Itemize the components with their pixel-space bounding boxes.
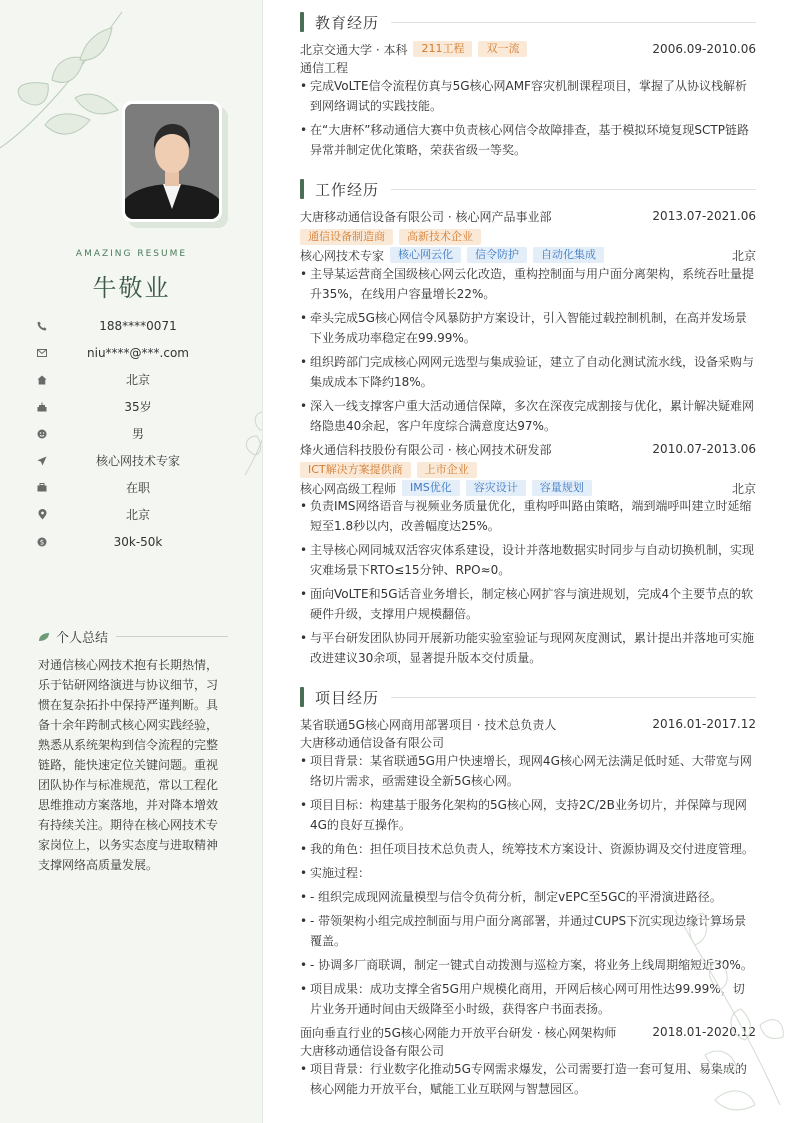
role-tag: 信令防护 <box>467 247 527 263</box>
leaf-decoration-icon <box>665 905 790 1115</box>
section-divider <box>391 697 756 698</box>
info-row-email <box>34 339 234 366</box>
info-row-position <box>34 447 234 474</box>
job-company-row <box>300 207 756 225</box>
major-row <box>300 58 756 76</box>
gender-icon <box>34 426 50 442</box>
job-role-row <box>300 479 756 497</box>
job-date: 2013.07-2021.06 <box>652 209 756 223</box>
leaf-icon <box>38 632 50 642</box>
company-tag: 通信设备制造商 <box>300 229 393 245</box>
education-date: 2006.09-2010.06 <box>652 42 756 56</box>
education-title: 教育经历 <box>315 13 380 32</box>
age-text: 35岁 <box>124 400 152 414</box>
list-item: • 项目背景：某省联通5G用户快速增长，现网4G核心网无法满足低时延、大带宽与网络切片需求，亟需建设全新5G核心网。 <box>300 751 756 791</box>
project-date: 2018.01-2020.12 <box>652 1025 756 1039</box>
sidebar <box>0 0 263 1123</box>
education-section-heading <box>300 12 756 32</box>
summary-text: 对通信核心网技术抱有长期热情，乐于钻研网络演进与协议细节，习惯在复杂拓扑中保持严谨判断。具备十余年跨制式核心网实践经验，熟悉从系统架构到信令流程的完整链路，能快速定位关键问题。重视团队协作与标准规范，常以工程化思维推动方案落地，并对降本增效有持续关注。期待在核心网技术专家岗位上，以务实态度与进取精神支撑网络高质量发展。 <box>38 658 219 872</box>
list-item: • 我的角色：担任项目技术总负责人，统筹技术方案设计、资源协调及交付进度管理。 <box>300 839 756 859</box>
email-text: niu****@***.com <box>87 345 189 360</box>
home-icon <box>34 372 50 388</box>
role-tag: 容灾设计 <box>466 480 526 496</box>
major: 通信工程 <box>300 60 349 75</box>
list-item: • 项目成果：成功支撑全省5G用户规模化商用，开网后核心网可用性达99.99%，切片业务开通时间由天级降至小时级，获得客户书面表扬。 <box>300 979 756 1019</box>
phone-icon <box>34 318 50 334</box>
project-name: 某省联通5G核心网商用部署项目 · 技术总负责人 <box>300 717 557 732</box>
project-name: 面向垂直行业的5G核心网能力开放平台研发 · 核心网架构师 <box>300 1025 617 1040</box>
svg-text:$: $ <box>39 538 45 546</box>
summary-title: 个人总结 <box>56 631 109 646</box>
job-bullets <box>300 264 756 440</box>
list-item: • - 带领架构小组完成控制面与用户面分离部署，并通过CUPS下沉实现边缘计算场景覆盖。 <box>300 911 756 951</box>
salary-text: 30k-50k <box>113 534 163 549</box>
resume-header-label: AMAZING RESUME <box>75 249 188 259</box>
info-row-status <box>34 474 234 501</box>
project-org: 大唐移动通信设备有限公司 <box>300 1043 445 1058</box>
company-tag: 高新技术企业 <box>399 229 481 245</box>
list-item: • 实施过程： <box>300 863 756 883</box>
summary-heading <box>38 627 228 646</box>
avatar-photo <box>125 104 219 219</box>
leaf-decoration-icon <box>235 370 263 480</box>
job-city: 北京 <box>731 248 756 263</box>
job-role: 核心网高级工程师 <box>300 481 397 496</box>
list-item: • 与平台研发团队协同开展新功能实验室验证与现网灰度测试，累计提出并落地可实施改进建议30余项，显著提升版本交付质量。 <box>300 628 756 668</box>
work-section-heading <box>300 179 756 199</box>
salary-icon <box>34 534 50 550</box>
summary-divider <box>116 636 228 637</box>
list-item: • 面向VoLTE和5G话音业务增长，制定核心网扩容与演进规划，完成4个主要节点的软硬件升级，支撑用户规模翻倍。 <box>300 584 756 624</box>
list-item: • 负责IMS网络语音与视频业务质量优化，重构呼叫路由策略，端到端呼叫建立时延缩短至1.8秒以内，改善幅度达25%。 <box>300 496 756 536</box>
role-tag: 核心网云化 <box>390 247 461 263</box>
company-tags <box>300 462 477 478</box>
company-name: 大唐移动通信设备有限公司 · 核心网产品事业部 <box>300 209 552 224</box>
info-row-age <box>34 393 234 420</box>
briefcase-icon <box>34 480 50 496</box>
info-row-location <box>34 501 234 528</box>
project-org-row <box>300 733 756 751</box>
project-row <box>300 715 756 733</box>
project-title: 项目经历 <box>315 688 380 707</box>
info-row-gender <box>34 420 234 447</box>
list-item: • 主导某运营商全国级核心网云化改造，重构控制面与用户面分离架构，系统吞吐量提升35%，在线用户容量增长22%。 <box>300 264 756 304</box>
job-company-row <box>300 440 756 458</box>
section-bar <box>300 179 304 199</box>
position-text: 核心网技术专家 <box>95 454 180 468</box>
gender-text: 男 <box>131 427 144 441</box>
company-name: 烽火通信科技股份有限公司 · 核心网技术研发部 <box>300 442 552 457</box>
project-date: 2016.01-2017.12 <box>652 717 756 731</box>
company-tag: 上市企业 <box>417 462 477 478</box>
list-item: • 项目背景：行业数字化推动5G专网需求爆发，公司需要打造一套可复用、易集成的核心网能力开放平台，赋能工业互联网与智慧园区。 <box>300 1059 756 1099</box>
job-bullets <box>300 496 756 672</box>
status-text: 在职 <box>125 481 150 495</box>
list-item: • 项目目标：构建基于服务化架构的5G核心网，支持2C/2B业务切片，并保障与现网4G的良好互操作。 <box>300 795 756 835</box>
section-divider <box>391 189 756 190</box>
education-row <box>300 40 756 58</box>
list-item: • 在“大唐杯”移动通信大赛中负责核心网信令故障排查，基于模拟环境复现SCTP链路异常并制定优化策略，荣获省级一等奖。 <box>300 120 756 160</box>
cake-icon <box>34 399 50 415</box>
list-item: • 主导核心网同城双活容灾体系建设，设计并落地数据实时同步与自动切换机制，实现灾难场景下RTO≤15分钟、RPO≈0。 <box>300 540 756 580</box>
section-bar <box>300 12 304 32</box>
location-text: 北京 <box>125 508 150 522</box>
info-row-home <box>34 366 234 393</box>
send-icon <box>34 453 50 469</box>
school-tag: 双一流 <box>478 41 527 57</box>
job-role: 核心网技术专家 <box>300 248 385 263</box>
school-tag: 211工程 <box>413 41 472 57</box>
education-bullets <box>300 76 756 164</box>
home-text: 北京 <box>125 373 150 387</box>
list-item: • - 组织完成现网流量模型与信令负荷分析，制定vEPC至5GC的平滑演进路径。 <box>300 887 756 907</box>
list-item: • 深入一线支撑客户重大活动通信保障，多次在深夜完成割接与优化，累计解决疑难网络隐患40余起，客户年度综合满意度达97%。 <box>300 396 756 436</box>
phone-text: 188****0071 <box>99 318 177 333</box>
project-org: 大唐移动通信设备有限公司 <box>300 735 445 750</box>
work-title: 工作经历 <box>315 180 380 199</box>
location-icon <box>34 507 50 523</box>
list-item: • - 协调多厂商联调，制定一键式自动拨测与巡检方案，将业务上线周期缩短近30%。 <box>300 955 756 975</box>
section-bar <box>300 687 304 707</box>
list-item: • 组织跨部门完成核心网网元选型与集成验证，建立了自动化测试流水线，设备采购与集成成本下降约18%。 <box>300 352 756 392</box>
info-row-phone <box>34 312 234 339</box>
candidate-name: 牛敬业 <box>92 274 171 302</box>
school-name: 北京交通大学 · 本科 <box>300 42 408 57</box>
list-item: • 完成VoLTE信令流程仿真与5G核心网AMF容灾机制课程项目，掌握了从协议栈解析到网络调试的实践技能。 <box>300 76 756 116</box>
role-tag: 自动化集成 <box>533 247 604 263</box>
contact-info-list <box>34 312 234 555</box>
avatar-frame <box>122 101 222 222</box>
job-date: 2010.07-2013.06 <box>652 442 756 456</box>
role-tag: 容量规划 <box>532 480 592 496</box>
section-divider <box>391 22 756 23</box>
info-row-salary <box>34 528 234 555</box>
avatar-icon <box>125 104 219 219</box>
role-tag: IMS优化 <box>402 480 460 496</box>
company-tag: ICT解决方案提供商 <box>300 462 411 478</box>
list-item: • 牵头完成5G核心网信令风暴防护方案设计，引入智能过载控制机制，在高并发场景下业务成功率稳定在99.99%。 <box>300 308 756 348</box>
job-city: 北京 <box>731 481 756 496</box>
project-section-heading <box>300 687 756 707</box>
email-icon <box>34 345 50 361</box>
company-tags <box>300 229 481 245</box>
job-role-row <box>300 246 756 264</box>
